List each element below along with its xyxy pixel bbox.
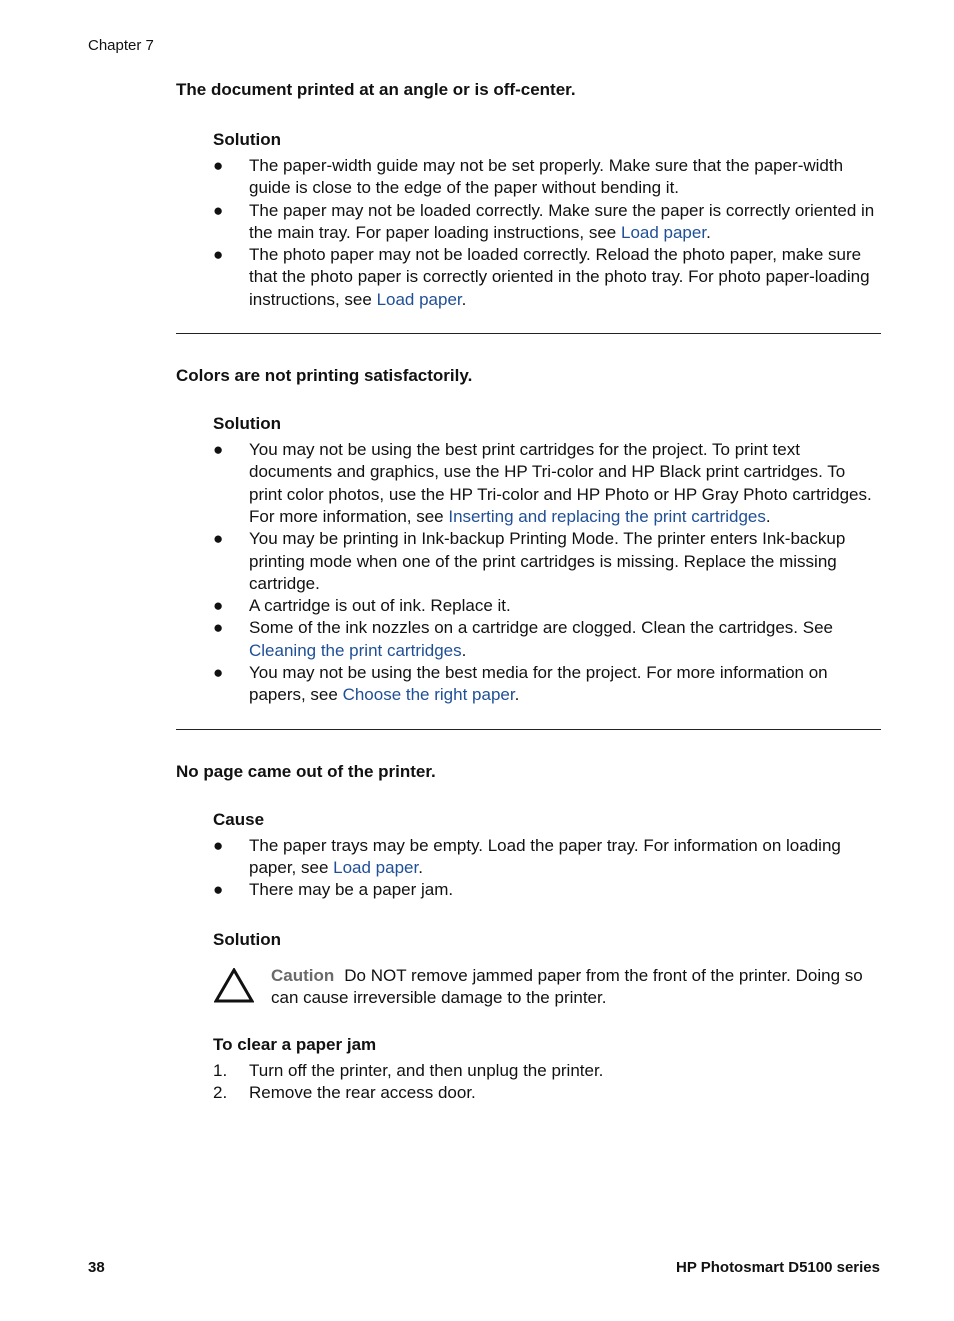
list-item xyxy=(213,200,881,245)
solution-label: Solution xyxy=(213,130,281,149)
load-paper-link[interactable]: Load paper xyxy=(376,289,462,309)
solution-list xyxy=(176,439,881,707)
choose-paper-link[interactable]: Choose the right paper xyxy=(342,685,515,705)
bullet-icon: ● xyxy=(213,245,224,265)
step-text: Turn off the printer, and then unplug the printer. xyxy=(249,1061,604,1081)
list-item-punct: . xyxy=(706,222,711,242)
page-content xyxy=(176,78,881,1105)
procedure-steps xyxy=(176,1060,881,1105)
cause-list xyxy=(176,835,881,902)
list-item-text: A cartridge is out of ink. Replace it. xyxy=(249,596,511,616)
list-item xyxy=(213,662,881,707)
step-number: 2. xyxy=(213,1083,228,1103)
product-name: HP Photosmart D5100 series xyxy=(676,1259,880,1276)
bullet-icon: ● xyxy=(213,200,224,220)
list-item-punct: . xyxy=(461,640,467,660)
list-item xyxy=(213,528,881,595)
section-heading: The document printed at an angle or is off-center. xyxy=(176,80,576,99)
step-text: Remove the rear access door. xyxy=(249,1083,476,1103)
step-item xyxy=(213,1082,881,1104)
section-heading: Colors are not printing satisfactorily. xyxy=(176,366,473,386)
list-item-text: The paper may not be loaded correctly. Make sure the paper is correctly oriented in the main tray. For paper loading instructions, see xyxy=(249,200,875,242)
list-item xyxy=(213,879,881,901)
bullet-icon: ● xyxy=(213,618,224,638)
section-no-page xyxy=(176,760,881,1105)
list-item xyxy=(213,244,881,311)
step-number: 1. xyxy=(213,1061,228,1081)
bullet-icon: ● xyxy=(213,880,224,900)
step-item xyxy=(213,1060,881,1082)
chapter-label: Chapter 7 xyxy=(88,37,154,54)
list-item-punct: . xyxy=(765,506,771,526)
section-divider xyxy=(176,729,881,730)
procedure-title: To clear a paper jam xyxy=(213,1035,377,1055)
list-item-text: You may not be using the best print cartridges for the project. To print text documents and graphics, use the HP Tri-color and HP Black print cartridges. To print color photos, use the HP Tri-color and HP Photo or HP Gray Photo cartridges. For more information, see xyxy=(249,440,872,526)
load-paper-link[interactable]: Load paper xyxy=(333,857,419,877)
caution-text: Do NOT remove jammed paper from the front of the printer. Doing so can cause irreversible damage to the printer. xyxy=(271,965,863,1007)
inserting-cartridges-link[interactable]: Inserting and replacing the print cartridges xyxy=(448,506,766,526)
bullet-icon: ● xyxy=(213,596,224,616)
solution-label: Solution xyxy=(213,929,281,949)
list-item xyxy=(213,835,881,880)
list-item-text: The paper-width guide may not be set properly. Make sure that the paper-width guide is close to the edge of the paper without bending it. xyxy=(249,156,844,198)
page-number: 38 xyxy=(88,1259,105,1276)
bullet-icon: ● xyxy=(213,156,224,175)
solution-list xyxy=(176,155,881,311)
cleaning-cartridges-link[interactable]: Cleaning the print cartridges xyxy=(249,640,462,660)
bullet-icon: ● xyxy=(213,529,224,549)
caution-note xyxy=(213,965,881,1010)
section-colors xyxy=(176,364,881,730)
bullet-icon: ● xyxy=(213,663,224,683)
bullet-icon: ● xyxy=(213,835,224,855)
list-item xyxy=(213,595,881,617)
section-divider xyxy=(176,333,881,334)
list-item-text: The paper trays may be empty. Load the paper tray. For information on loading paper, see xyxy=(249,835,841,877)
section-heading: No page came out of the printer. xyxy=(176,761,436,781)
list-item-punct: . xyxy=(514,685,520,705)
section-angle-off-center xyxy=(176,78,881,334)
list-item-text: You may be printing in Ink-backup Printing Mode. The printer enters Ink-backup printing mode when one of the print cartridges is missing. Replace the missing cartridge. xyxy=(249,529,846,593)
load-paper-link[interactable]: Load paper xyxy=(620,222,707,242)
caution-triangle-icon xyxy=(214,968,254,1004)
list-item xyxy=(213,617,881,662)
caution-label: Caution xyxy=(271,965,335,985)
cause-label: Cause xyxy=(213,809,265,829)
list-item-text: Some of the ink nozzles on a cartridge are clogged. Clean the cartridges. See xyxy=(249,618,834,638)
bullet-icon: ● xyxy=(213,440,224,460)
list-item xyxy=(213,155,881,200)
list-item-text: You may not be using the best media for the project. For more information on papers, see xyxy=(249,663,828,705)
list-item-punct: . xyxy=(461,289,467,309)
list-item-text: There may be a paper jam. xyxy=(249,880,454,900)
list-item xyxy=(213,439,881,528)
list-item-punct: . xyxy=(418,857,423,877)
list-item-text: The photo paper may not be loaded correctly. Reload the photo paper, make sure that the photo paper is correctly oriented in the photo tray. For photo paper-loading instructions, see xyxy=(249,245,870,309)
solution-label: Solution xyxy=(213,414,281,434)
